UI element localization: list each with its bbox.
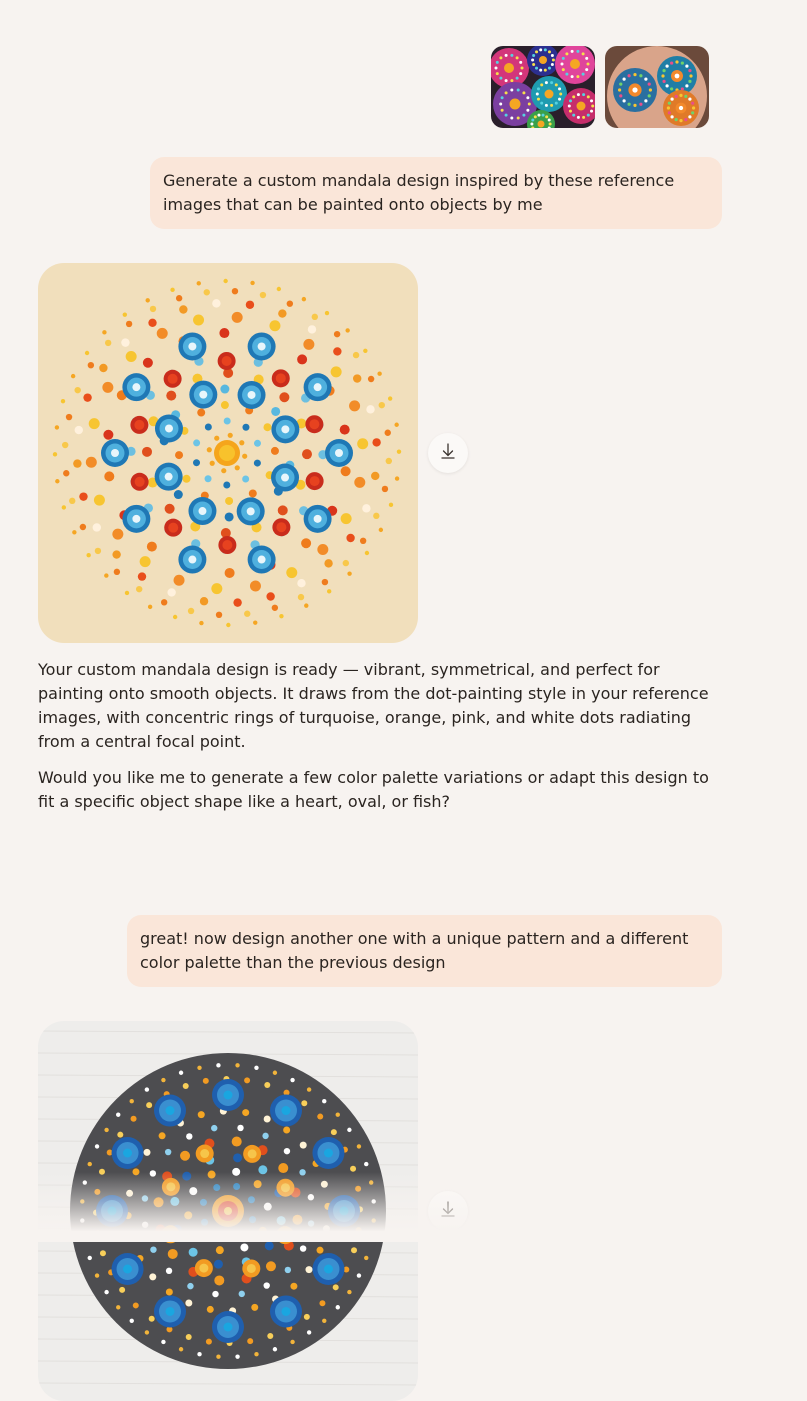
download-button[interactable] (428, 433, 468, 473)
generated-mandala-image[interactable] (38, 263, 418, 643)
user-message: Generate a custom mandala design inspired by these reference images that can be painted onto objects by me (150, 157, 722, 229)
download-icon (441, 443, 455, 463)
user-message: great! now design another one with a unique pattern and a different color palette than the previous design (127, 915, 722, 987)
download-icon (441, 1201, 455, 1221)
assistant-paragraph: Would you like me to generate a few color palette variations or adapt this design to fit a specific object shape like a heart, oval, or fish? (38, 768, 709, 811)
generated-mandala-image[interactable] (38, 1021, 418, 1401)
assistant-paragraph: Your custom mandala design is ready — vibrant, symmetrical, and perfect for painting onto smooth objects. It draws from the dot-painting style in your reference images, with concentric rings of turquoise, orange, pink, and white dots radiating from a central focal point. (38, 660, 709, 751)
download-button[interactable] (428, 1191, 468, 1231)
assistant-message (38, 658, 728, 826)
reference-thumbnail-1[interactable] (491, 46, 595, 128)
reference-thumbnail-2[interactable] (605, 46, 709, 128)
